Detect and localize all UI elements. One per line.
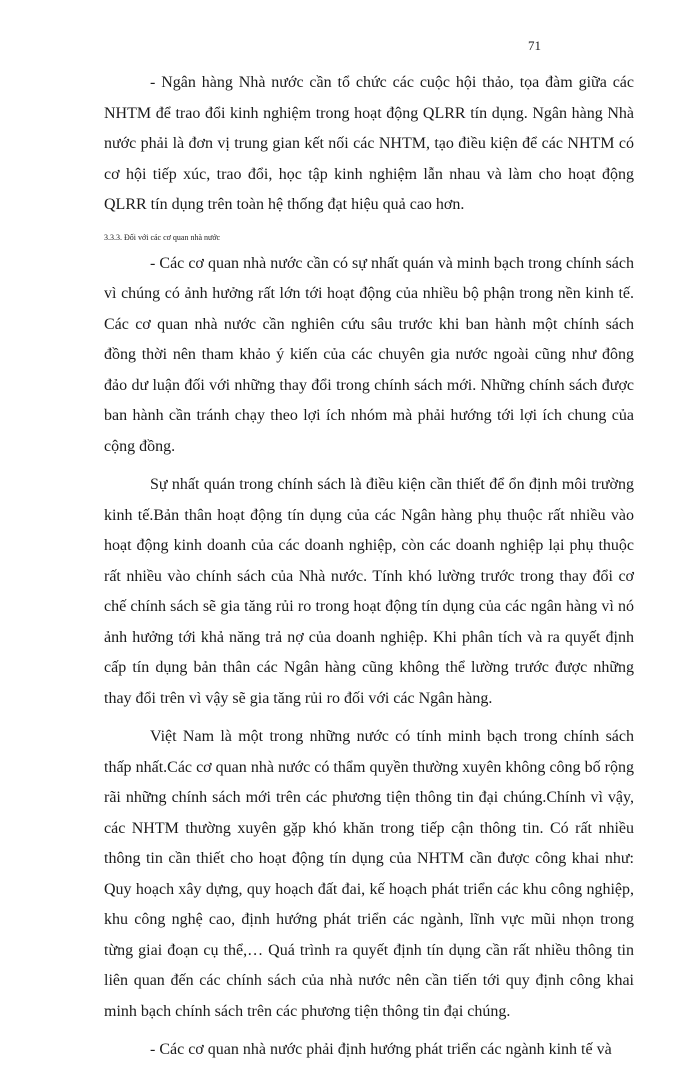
paragraph-policy-consistency: - Các cơ quan nhà nước cần có sự nhất quán và minh bạch trong chính sách vì chúng có ảnh hưởng rất lớn tới hoạt động của nhiều bộ phận trong nền kinh tế. Các cơ quan nhà nước cần nghiên cứu sâu trước khi ban hành một chính sách đồng thời nên tham khảo ý kiến của các chuyên gia nước ngoài cũng như đông đảo dư luận đối với những thay đổi trong chính sách mới. Những chính sách được ban hành cần tránh chạy theo lợi ích nhóm mà phải hướng tới lợi ích chung của cộng đồng.: [104, 254, 634, 455]
paragraph-state-bank-workshops: - Ngân hàng Nhà nước cần tổ chức các cuộc hội thảo, tọa đàm giữa các NHTM để trao đổi kinh nghiệm trong hoạt động QLRR tín dụng. Ngân hàng Nhà nước phải là đơn vị trung gian kết nối các NHTM, tạo điều kiện để các NHTM có cơ hội tiếp xúc, trao đổi, học tập kinh nghiệm lẫn nhau và làm cho hoạt động QLRR tín dụng trên toàn hệ thống đạt hiệu quả cao hơn.: [104, 74, 634, 213]
paragraph-policy-stability: Sự nhất quán trong chính sách là điều kiện cần thiết để ổn định môi trường kinh tế.Bản thân hoạt động tín dụng của các Ngân hàng phụ thuộc rất nhiều vào hoạt động kinh doanh của các doanh nghiệp, còn các doanh nghiệp lại phụ thuộc rất nhiều vào chính sách của Nhà nước. Tính khó lường trước trong thay đổi cơ chế chính sách sẽ gia tăng rủi ro trong hoạt động tín dụng của các ngân hàng vì nó ảnh hưởng tới khả năng trả nợ của doanh nghiệp. Khi phân tích và ra quyết định cấp tín dụng bản thân các Ngân hàng cũng không thể lường trước được những thay đổi trên vì vậy sẽ gia tăng rủi ro đối với các Ngân hàng.: [104, 476, 634, 707]
document-body: [104, 68, 634, 1074]
section-heading: 3.3.3. Đối với các cơ quan nhà nước: [104, 232, 221, 242]
paragraph-transparency: Việt Nam là một trong những nước có tính minh bạch trong chính sách thấp nhất.Các cơ quan nhà nước có thẩm quyền thường xuyên không công bố rộng rãi những chính sách mới trên các phương tiện thông tin đại chúng.Chính vì vậy, các NHTM thường xuyên gặp khó khăn trong tiếp cận thông tin. Có rất nhiều thông tin cần thiết cho hoạt động tín dụng của NHTM cần được công khai như: Quy hoạch xây dựng, quy hoạch đất đai, kế hoạch phát triển các khu công nghiệp, khu công nghệ cao, định hướng phát triển các ngành, lĩnh vực mũi nhọn trong từng giai đoạn cụ thể,… Quá trình ra quyết định tín dụng cần rất nhiều thông tin liên quan đến các chính sách của nhà nước nên cần tiến tới quy định công khai minh bạch chính sách trên các phương tiện thông tin đại chúng.: [104, 728, 634, 1020]
page-number: 71: [528, 38, 541, 53]
paragraph-development-orientation: - Các cơ quan nhà nước phải định hướng phát triển các ngành kinh tế và: [150, 1041, 612, 1058]
